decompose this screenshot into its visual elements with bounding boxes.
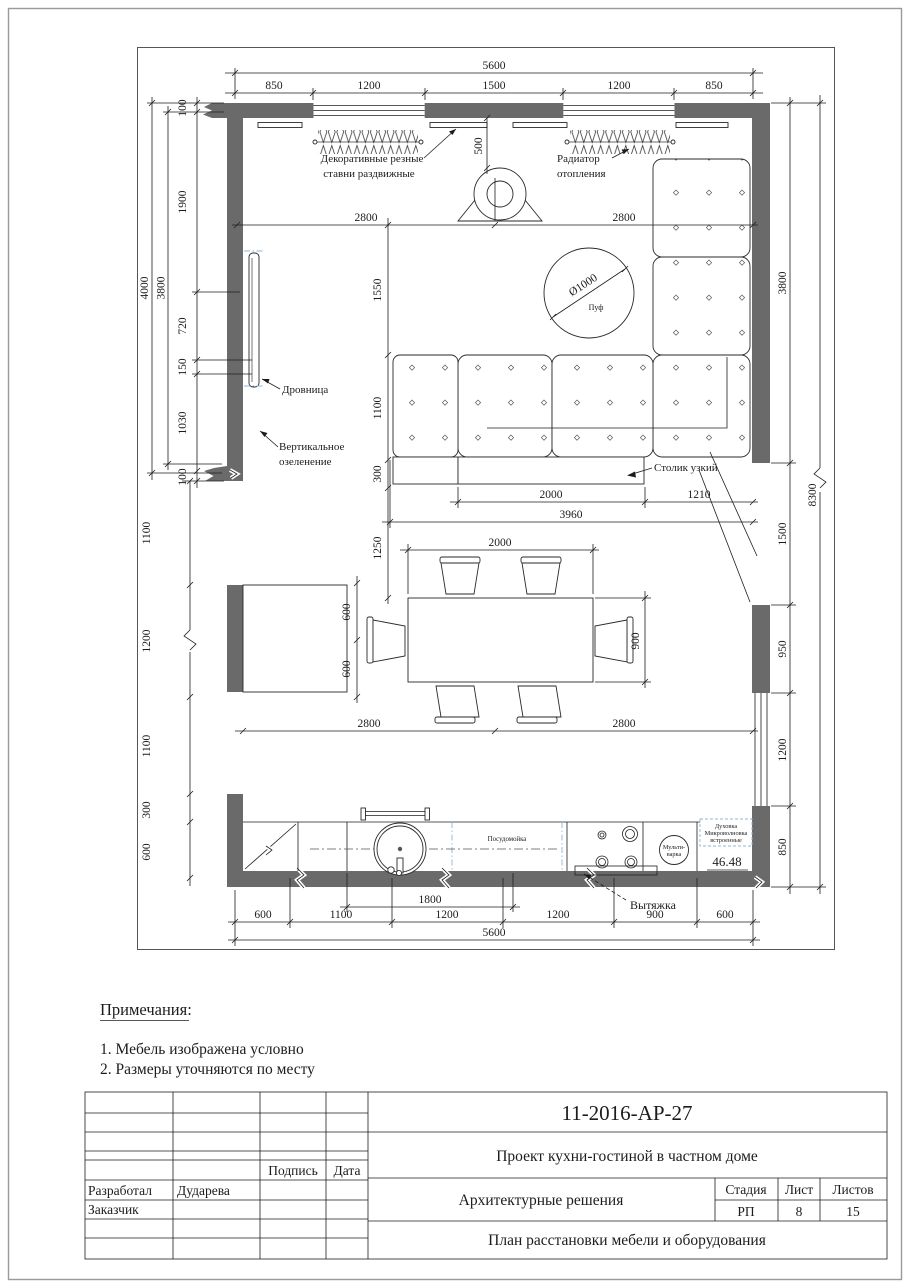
sink-icon — [374, 823, 426, 876]
dim-right-seg: 850 — [777, 838, 789, 856]
dim-bottom-total: 5600 — [482, 927, 506, 939]
dim-mid-right: 2800 — [612, 212, 636, 224]
dim-top-seg: 1500 — [482, 80, 506, 92]
dim-left-seg: 1030 — [177, 411, 189, 435]
dim-low-left: 2800 — [357, 718, 381, 730]
customer-label: Заказчик — [88, 1202, 139, 1217]
pouf — [544, 248, 634, 338]
shutter-panels — [258, 123, 728, 128]
dim-right-seg: 3800 — [777, 271, 789, 295]
room-area-value: 46.48 — [712, 854, 742, 869]
dim-chair: 600 — [341, 603, 353, 621]
dim-stove-offset: 500 — [473, 137, 485, 155]
dim-left-lower: 1200 — [141, 629, 153, 653]
dim-sofa-back: 1550 — [372, 278, 384, 302]
dim-strip-depth: 300 — [372, 465, 384, 483]
window-top-right — [563, 103, 674, 118]
leader-lines — [260, 129, 652, 900]
opening-lines — [699, 452, 757, 602]
dim-sofa-depth: 1100 — [372, 396, 384, 420]
title-block — [85, 1092, 887, 1259]
dim-top-seg: 850 — [265, 80, 283, 92]
sheets-value: 15 — [846, 1204, 860, 1219]
dim-left-overall: 3800 — [155, 276, 168, 300]
notes-block — [100, 1000, 315, 1078]
label-oven: Духовка — [714, 823, 738, 830]
dim-left-seg: 1900 — [177, 190, 189, 214]
dim-bottom-seg: 600 — [254, 909, 272, 921]
label-shutters: Декоративные резные — [320, 153, 424, 165]
dim-left-seg: 150 — [177, 358, 189, 376]
project-title: Проект кухни-гостиной в частном доме — [496, 1148, 758, 1165]
dim-sofa-total: 3960 — [559, 509, 583, 521]
dim-left-lower: 600 — [141, 843, 153, 861]
dim-right-total: 8300 — [807, 483, 819, 507]
doc-number: 11-2016-АР-27 — [561, 1101, 693, 1125]
dim-gap: 1250 — [372, 536, 384, 560]
dim-left-overall: 4000 — [139, 276, 151, 300]
radiator-icon — [313, 130, 675, 154]
developed-value: Дударева — [177, 1183, 230, 1198]
dim-left-lower: 300 — [141, 801, 153, 819]
dim-top-seg: 850 — [705, 80, 723, 92]
dim-bottom-seg: 900 — [646, 909, 664, 921]
dim-right-seg: 1200 — [777, 738, 789, 762]
narrow-table — [393, 457, 644, 484]
dim-left-seg: 720 — [177, 317, 189, 335]
label-radiator: отопления — [557, 168, 606, 180]
dim-top-total: 5600 — [482, 60, 506, 72]
label-hood: Вытяжка — [630, 898, 676, 912]
towel-rail-icon — [361, 808, 430, 820]
dim-top-seg: 1200 — [357, 80, 381, 92]
label-greening: озеленение — [279, 456, 332, 468]
dim-strip-len: 2000 — [539, 489, 563, 501]
label-pouf-diameter: Ø1000 — [566, 271, 600, 300]
developed-label: Разработал — [88, 1183, 152, 1198]
label-narrow-table: Столик узкий — [654, 462, 718, 474]
dim-left-seg: 100 — [177, 99, 189, 117]
dim-bottom-seg: 1200 — [546, 909, 570, 921]
label-dishwasher: Посудомойка — [487, 836, 527, 843]
stage-label: Стадия — [725, 1182, 767, 1197]
date-label: Дата — [333, 1163, 361, 1178]
label-oven: встроенные — [710, 837, 742, 844]
hob-icon — [596, 827, 638, 869]
sheet-label: Лист — [784, 1182, 814, 1197]
label-greening: Вертикальное — [279, 441, 345, 453]
dim-bottom-seg: 1100 — [329, 909, 353, 921]
window-top-left — [314, 103, 425, 118]
dim-left-lower: 1100 — [141, 734, 153, 758]
label-oven: Микроволновка — [704, 830, 748, 837]
window-right — [752, 693, 770, 806]
dim-chair: 600 — [341, 660, 353, 678]
label-firewood: Дровница — [282, 384, 329, 396]
section-title: Архитектурные решения — [458, 1192, 624, 1209]
dim-mid-left: 2800 — [354, 212, 378, 224]
label-shutters: ставни раздвижные — [323, 168, 415, 180]
sheet-value: 8 — [795, 1204, 803, 1219]
dim-top-seg: 1200 — [607, 80, 631, 92]
dim-low-right: 2800 — [612, 718, 636, 730]
dining-table — [408, 598, 593, 682]
stove-icon — [458, 168, 542, 221]
dim-sink-zone: 1800 — [418, 894, 442, 906]
drawing-title: План расстановки мебели и оборудования — [488, 1232, 766, 1249]
note-item: 1. Мебель изображена условно — [100, 1041, 304, 1058]
note-item: 2. Размеры уточняются по месту — [100, 1061, 315, 1078]
stage-value: РП — [737, 1204, 755, 1219]
firewood-niche — [244, 251, 264, 387]
dim-table-len: 2000 — [488, 537, 512, 549]
dim-table-width: 900 — [630, 632, 642, 650]
label-multicooker: Мульти- — [662, 844, 686, 851]
cabinet — [243, 585, 347, 692]
notes-heading: Примечания: — [100, 1000, 192, 1019]
dim-strip-right: 1210 — [687, 489, 711, 501]
label-multicooker: варка — [666, 851, 682, 858]
signature-label: Подпись — [268, 1163, 318, 1178]
dim-left-seg: 100 — [177, 468, 189, 486]
dim-right-seg: 950 — [777, 640, 789, 658]
dim-left-lower: 1100 — [141, 521, 153, 545]
sheets-label: Листов — [832, 1182, 874, 1197]
dim-bottom-seg: 600 — [716, 909, 734, 921]
label-radiator: Радиатор — [557, 153, 600, 165]
dim-bottom-seg: 1200 — [435, 909, 459, 921]
dim-right-seg: 1500 — [777, 522, 789, 546]
label-pouf: Пуф — [588, 303, 604, 312]
